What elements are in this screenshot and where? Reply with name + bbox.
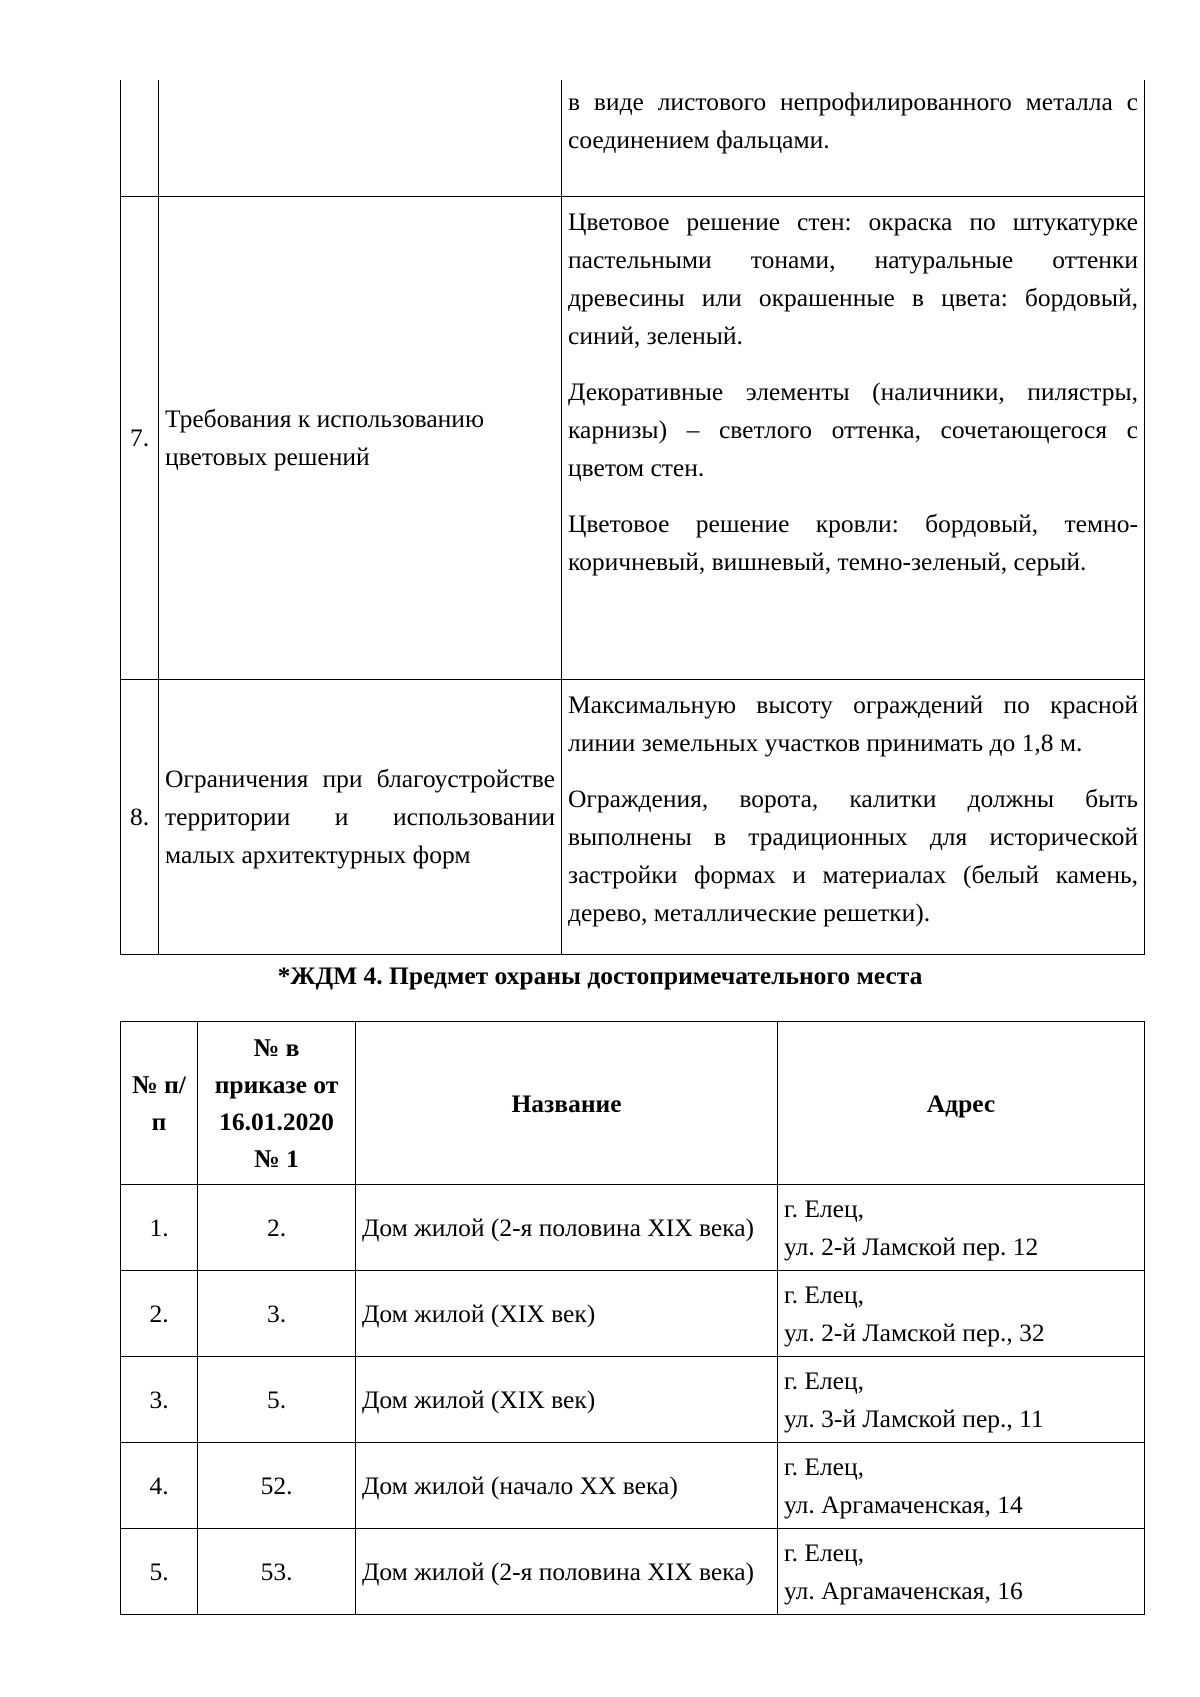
- table-row: [121, 1443, 1145, 1529]
- object-name: Дом жилой (XIX век): [356, 1357, 778, 1443]
- section-heading: *ЖДМ 4. Предмет охраны достопримечательного места: [277, 961, 923, 990]
- address-street: ул. 3-й Ламской пер., 11: [784, 1403, 1044, 1433]
- table-row: [121, 1357, 1145, 1443]
- requirement-cell: [159, 196, 562, 679]
- address-city: г. Елец,: [784, 1451, 864, 1481]
- description-cell: [562, 196, 1145, 679]
- requirement-cell: [159, 679, 562, 954]
- object-name: Дом жилой (начало XX века): [356, 1443, 778, 1529]
- description-paragraph: Декоративные элементы (наличники, пилястры, карнизы) – светлого оттенка, сочетающегося с цветом стен.: [568, 376, 1138, 482]
- header-order-number: № в приказе от 16.01.2020 № 1: [198, 1022, 356, 1185]
- object-name: Дом жилой (2-я половина XIX века): [356, 1185, 778, 1271]
- order-number: 53.: [198, 1529, 356, 1615]
- row-number: 1.: [121, 1185, 198, 1271]
- heritage-objects-table: [120, 1021, 1145, 1615]
- table-row: [121, 196, 1145, 679]
- address-street: ул. 2-й Ламской пер., 32: [784, 1317, 1045, 1347]
- table-row: [121, 1529, 1145, 1615]
- row-number: 3.: [121, 1357, 198, 1443]
- row-number: 4.: [121, 1443, 198, 1529]
- address-city: г. Елец,: [784, 1279, 864, 1309]
- description-paragraph: Цветовое решение стен: окраска по штукатурке пастельными тонами, натуральные оттенки древесины или окрашенные в цвета: бордовый, синий, зеленый.: [568, 206, 1138, 350]
- address-city: г. Елец,: [784, 1193, 864, 1223]
- address-street: ул. Аргамаченская, 14: [784, 1489, 1023, 1519]
- description-paragraph: Цветовое решение кровли: бордовый, темно-коричневый, вишневый, темно-зеленый, серый.: [568, 508, 1138, 576]
- object-address: [778, 1185, 1145, 1271]
- description-paragraph: Максимальную высоту ограждений по красной линии земельных участков принимать до 1,8 м.: [568, 689, 1138, 757]
- order-number: 3.: [198, 1271, 356, 1357]
- row-number: 2.: [121, 1271, 198, 1357]
- table-row: [121, 1185, 1145, 1271]
- object-name: Дом жилой (2-я половина XIX века): [356, 1529, 778, 1615]
- object-address: [778, 1529, 1145, 1615]
- row-number-cell: [121, 80, 159, 196]
- order-number: 5.: [198, 1357, 356, 1443]
- object-address: [778, 1443, 1145, 1529]
- header-name: Название: [356, 1022, 778, 1185]
- header-address: Адрес: [778, 1022, 1145, 1185]
- header-row: [121, 1022, 1145, 1185]
- requirements-table: [120, 80, 1145, 955]
- object-name: Дом жилой (XIX век): [356, 1271, 778, 1357]
- row-number: 5.: [121, 1529, 198, 1615]
- requirement-cell: [159, 80, 562, 196]
- address-street: ул. 2-й Ламской пер. 12: [784, 1231, 1039, 1261]
- address-city: г. Елец,: [784, 1365, 864, 1395]
- object-address: [778, 1271, 1145, 1357]
- table-row: [121, 1271, 1145, 1357]
- address-street: ул. Аргамаченская, 16: [784, 1575, 1023, 1605]
- header-number: № п/п: [121, 1022, 198, 1185]
- row-number: 8.: [121, 679, 159, 954]
- table-row: [121, 679, 1145, 954]
- order-number: 52.: [198, 1443, 356, 1529]
- requirement-text: Требования к использованию цветовых решений: [165, 403, 484, 471]
- object-address: [778, 1357, 1145, 1443]
- description-paragraph: Ограждения, ворота, калитки должны быть выполнены в традиционных для исторической застройки формах и материалах (белый камень, дерево, металлические решетки).: [568, 783, 1138, 927]
- description-cell: [562, 80, 1145, 196]
- requirement-text: Ограничения при благоустройстве территории и использовании малых архитектурных форм: [165, 763, 555, 869]
- description-cell: [562, 679, 1145, 954]
- table-row: [121, 80, 1145, 196]
- order-number: 2.: [198, 1185, 356, 1271]
- description-text: в виде листового непрофилированного металла с соединением фальцами.: [568, 87, 1138, 154]
- address-city: г. Елец,: [784, 1537, 864, 1567]
- row-number: 7.: [121, 196, 159, 679]
